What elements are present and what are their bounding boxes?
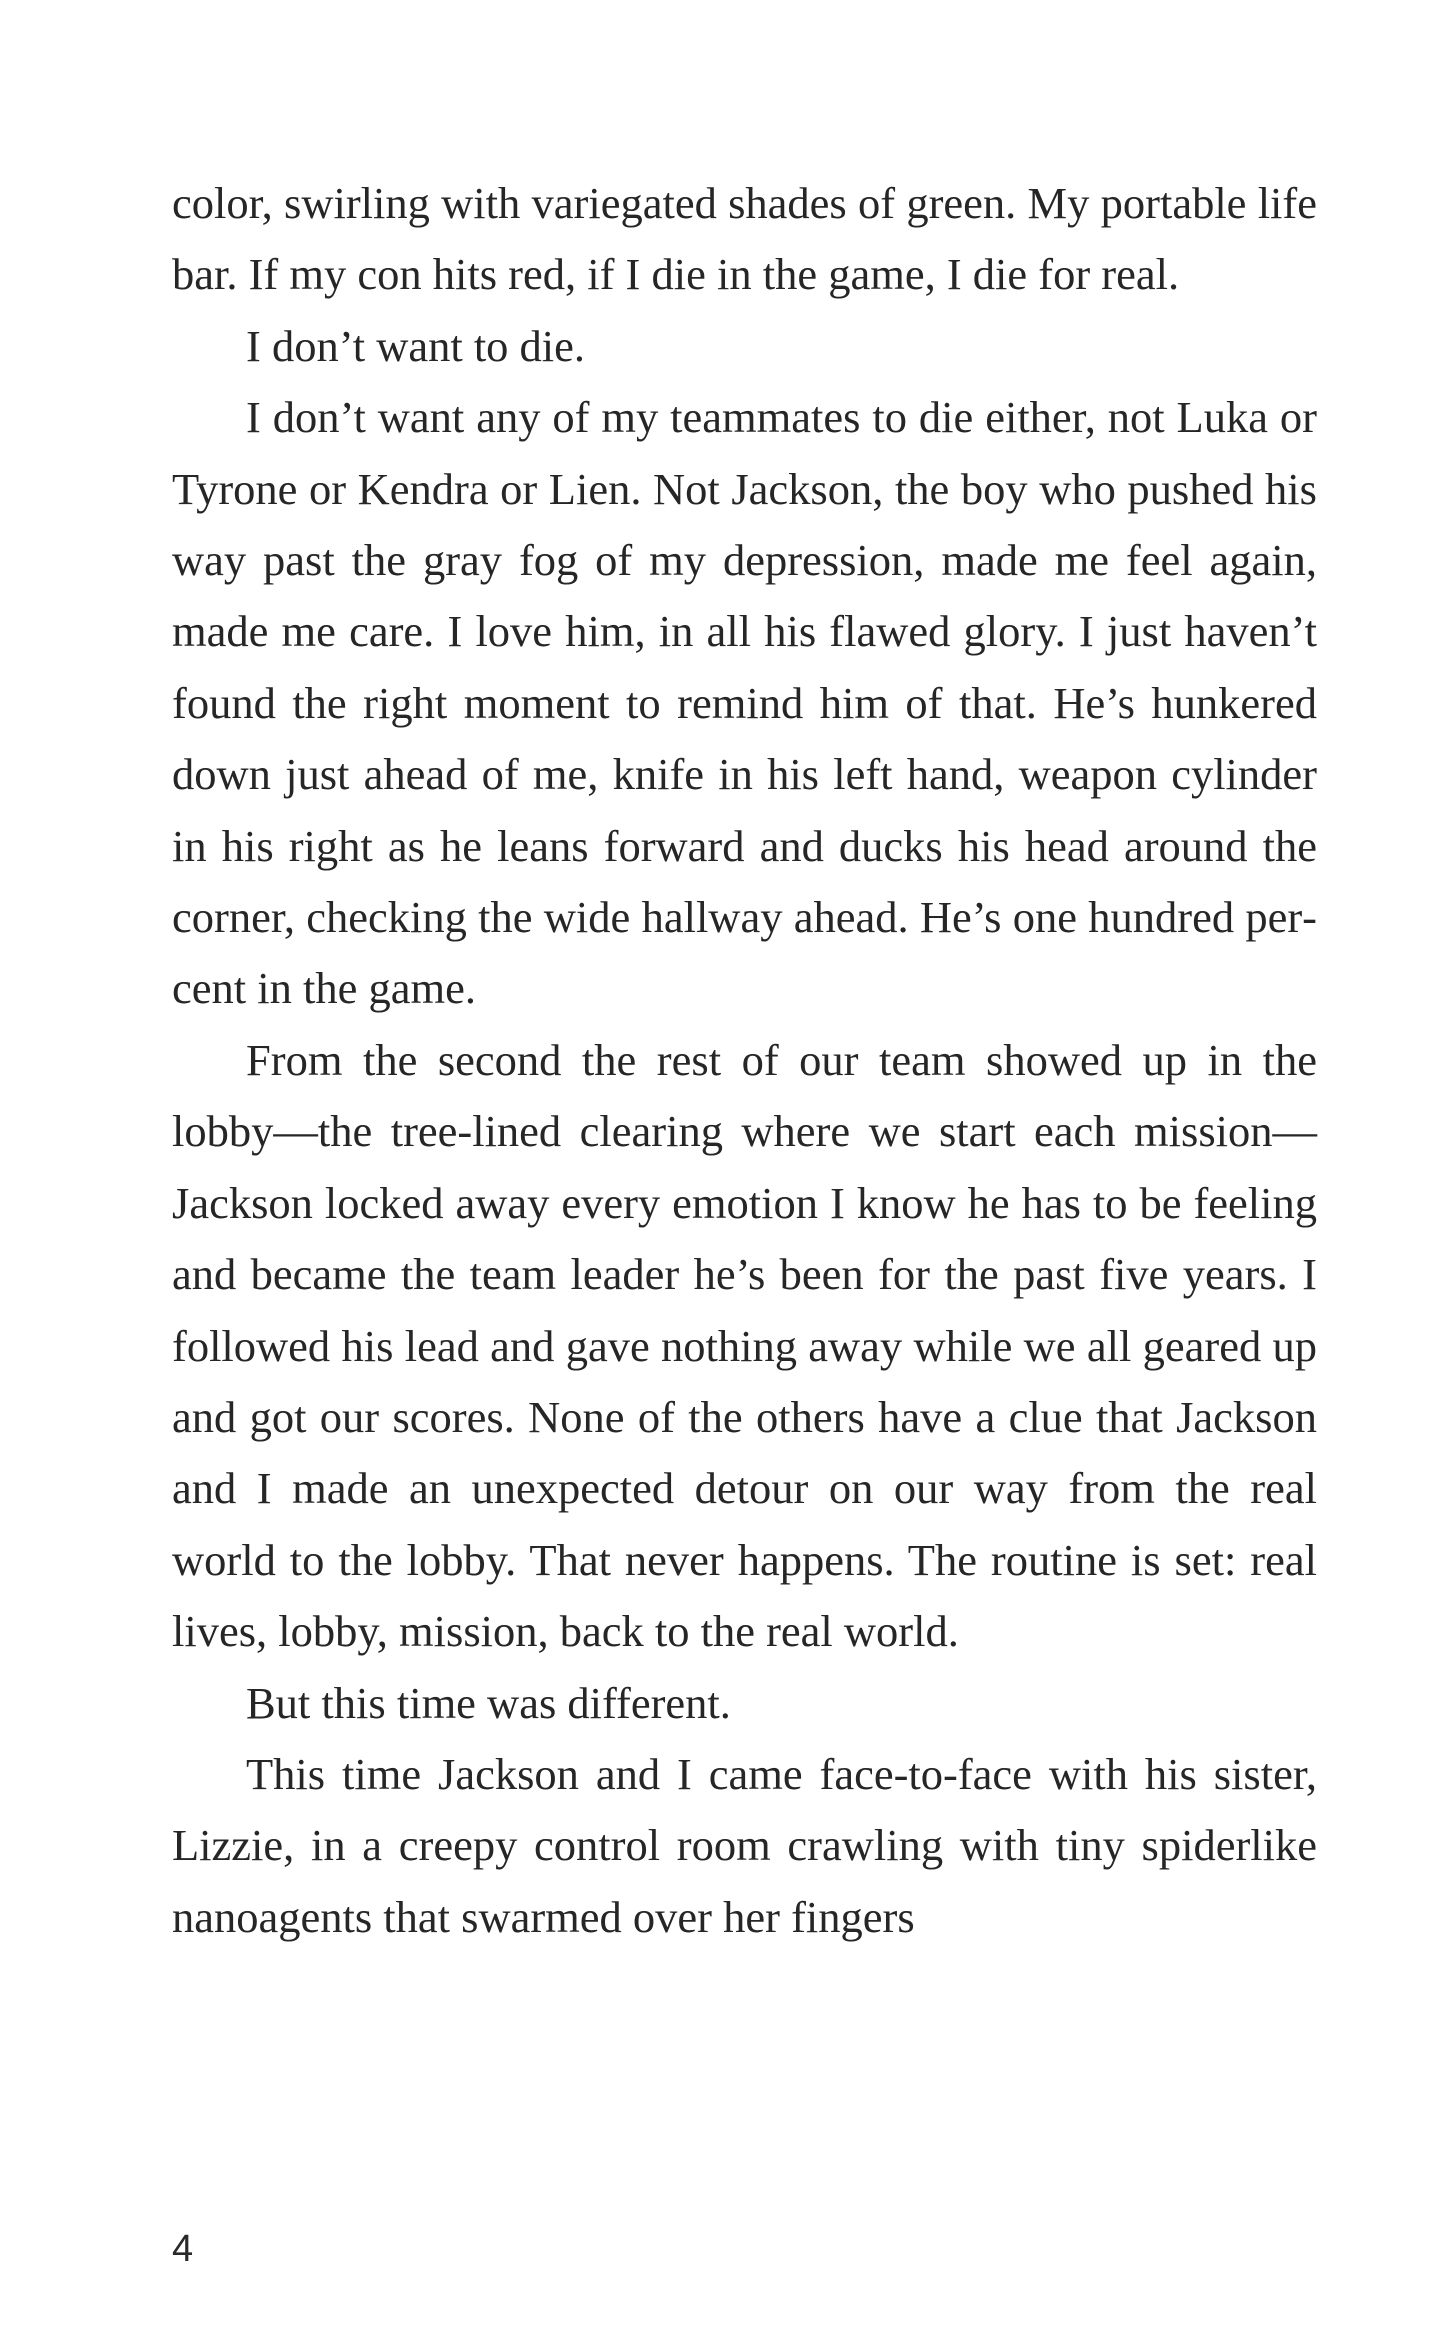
paragraph-4: From the second the rest of our team showed up in the lobby—the tree-lined clearing where we start each mission—Jackson locked away every emotion I know he has to be feeling and became the team leader he’s been for the past five years. I followed his lead and gave nothing away while we all geared up and got our scores. None of the others have a clue that Jackson and I made an unexpected detour on our way from the real world to the lobby. That never happens. The routine is set: real lives, lobby, mission, back to the real world. — [172, 1034, 1317, 1657]
paragraph-6: This time Jackson and I came face-to-face with his sister, Lizzie, in a creepy control room crawling with tiny spiderlike nanoagents that swarmed over her fingers — [172, 1748, 1317, 1942]
paragraph-1: color, swirling with variegated shades of green. My portable life bar. If my con hits red, if I die in the game, I die for real. — [172, 178, 1317, 300]
page-number: 4 — [172, 2228, 194, 2270]
paragraph-5: But this time was different. — [246, 1677, 731, 1728]
page-body — [172, 168, 1317, 1953]
paragraph-2: I don’t want to die. — [246, 320, 586, 371]
paragraph-3: I don’t want any of my teammates to die either, not Luka or Tyrone or Kendra or Lien. Not Jackson, the boy who pushed his way past the gray fog of my depression, made me feel again, made me care. I love him, in all his flawed glory. I just haven’t found the right moment to remind him of that. He’s hunkered down just ahead of me, knife in his left hand, weapon cylinder in his right as he leans forward and ducks his head around the corner, checking the wide hallway ahead. He’s one hundred percent in the game. — [172, 392, 1317, 1014]
